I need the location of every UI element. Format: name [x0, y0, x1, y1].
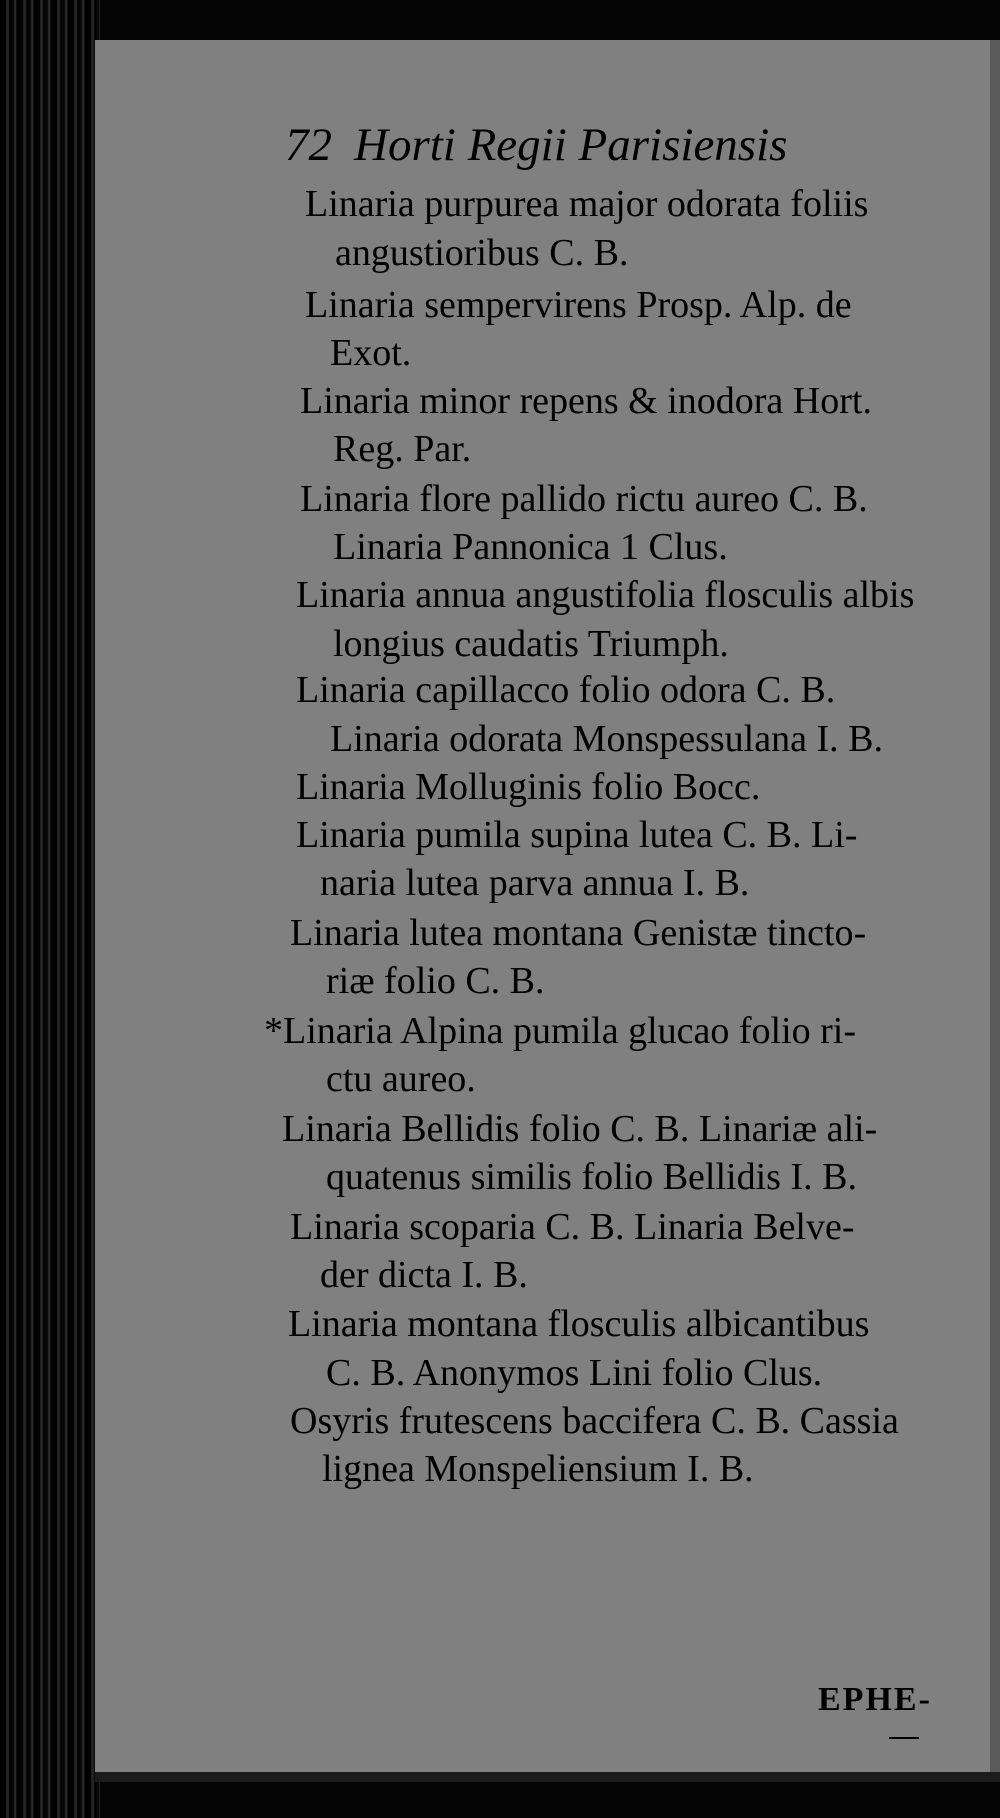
text-line: Linaria montana flosculis albicantibus [288, 1303, 870, 1345]
text-line: Linaria sempervirens Prosp. Alp. de [305, 284, 852, 326]
text-line: lignea Monspeliensium I. B. [322, 1448, 754, 1490]
page-bottom-edge [95, 1772, 1000, 1782]
text-line: Linaria lutea montana Genistæ tincto- [290, 912, 867, 954]
page-title: Horti Regii Parisiensis [354, 119, 788, 171]
text-line: Linaria flore pallido rictu aureo C. B. [300, 478, 868, 520]
text-line: quatenus similis folio Bellidis I. B. [326, 1156, 857, 1198]
text-line: naria lutea parva annua I. B. [320, 862, 750, 904]
text-line: Linaria scoparia C. B. Linaria Belve- [290, 1206, 855, 1248]
text-line: Linaria capillacco folio odora C. B. [296, 669, 836, 711]
text-line: longius caudatis Triumph. [333, 623, 729, 665]
text-line: Osyris frutescens baccifera C. B. Cassia [290, 1400, 899, 1442]
book-spine [0, 0, 100, 1818]
text-line: Linaria Molluginis folio Bocc. [296, 766, 761, 808]
text-line: Linaria Bellidis folio C. B. Linariæ ali- [282, 1108, 878, 1150]
text-line: Linaria Pannonica 1 Clus. [333, 526, 728, 568]
text-line: Linaria odorata Monspessulana I. B. [330, 718, 883, 760]
text-line: riæ folio C. B. [326, 960, 545, 1002]
text-line: ctu aureo. [326, 1058, 476, 1100]
page-edge [990, 40, 1000, 1780]
text-line: Linaria minor repens & inodora Hort. [300, 380, 872, 422]
text-line: angustioribus C. B. [335, 232, 629, 274]
text-line: der dicta I. B. [320, 1254, 528, 1296]
text-line: Linaria annua angustifolia flosculis albis [296, 574, 915, 616]
text-line: Linaria purpurea major odorata foliis [305, 183, 869, 225]
page-number: 72 [285, 119, 332, 171]
text-line: *Linaria Alpina pumila glucao folio ri- [264, 1010, 857, 1052]
text-line: Reg. Par. [333, 428, 472, 470]
text-line: Exot. [330, 332, 412, 374]
text-line: Linaria pumila supina lutea C. B. Li- [296, 814, 858, 856]
text-line: C. B. Anonymos Lini folio Clus. [326, 1352, 823, 1394]
catchword: EPHE- [818, 1681, 932, 1718]
running-header [285, 118, 787, 172]
rule-mark [889, 1737, 919, 1739]
